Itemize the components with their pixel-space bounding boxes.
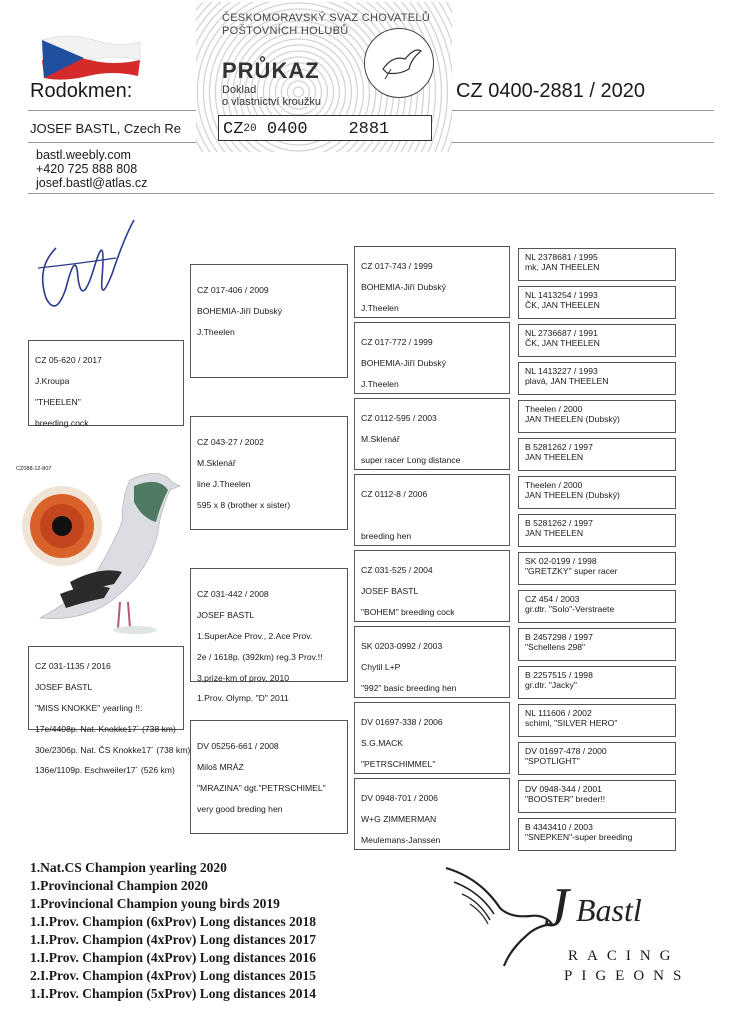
- certificate-seal-icon: [364, 28, 434, 98]
- czech-flag-icon: [38, 34, 142, 78]
- photo-caption: CZ088-12-807: [16, 466, 52, 472]
- website-link[interactable]: bastl.weebly.com: [36, 148, 131, 162]
- signature-icon: [16, 208, 146, 328]
- great-grandparent-box: CZ 017-743 / 1999 BOHEMIA-Jiří Dubský J.Theelen: [354, 246, 510, 318]
- achievement-item: 1.I.Prov. Champion (4xProv) Long distances 2016: [30, 950, 317, 965]
- ancestor-box: NL 2378681 / 1995 mk, JAN THEELEN: [518, 248, 676, 281]
- ancestor-box: Theelen / 2000 JAN THEELEN (Dubský): [518, 400, 676, 433]
- great-grandparent-box: CZ 0112-595 / 2003 M.Sklenář super racer Long distance: [354, 398, 510, 470]
- great-grandparent-box: DV 0948-701 / 2006 W+G ZIMMERMAN Meulemans-Janssen: [354, 778, 510, 850]
- achievement-item: 1.Provincional Champion 2020: [30, 878, 208, 893]
- breeder-name: JOSEF BASTL, Czech Re: [30, 121, 181, 136]
- ring-number-title: CZ 0400-2881 / 2020: [456, 80, 646, 102]
- parent-sire-box: CZ 05-620 / 2017 J.Kroupa "THEELEN" breeding cock: [28, 340, 184, 426]
- ancestor-box: NL 1413227 / 1993 plavá, JAN THEELEN: [518, 362, 676, 395]
- ancestor-box: B 5281262 / 1997 JAN THEELEN: [518, 438, 676, 471]
- bastl-logo: [440, 858, 710, 998]
- great-grandparent-box: SK 0203-0992 / 2003 Chytil L+P "992" basic breeding hen: [354, 626, 510, 698]
- achievement-item: 2.I.Prov. Champion (4xProv) Long distances 2015: [30, 968, 317, 983]
- ancestor-box: B 4343410 / 2003 "SNEPKEN"-super breeding: [518, 818, 676, 851]
- logo-initial: J: [544, 877, 569, 939]
- great-grandparent-box: CZ 0112-8 / 2006 breeding hen: [354, 474, 510, 546]
- grandparent-box: DV 05256-661 / 2008 Miloš MRÁZ "MRAZINA" dgt."PETRSCHIMEL" very good breding hen: [190, 720, 348, 834]
- ownership-certificate: [196, 2, 452, 152]
- certificate-org: ČESKOMORAVSKÝ SVAZ CHOVATELŮ POŠTOVNÍCH HOLUBŮ: [222, 12, 431, 37]
- ancestor-box: CZ 454 / 2003 gr.dtr. "Solo"-Verstraete: [518, 590, 676, 623]
- email-link[interactable]: josef.bastl@atlas.cz: [36, 176, 148, 190]
- header-divider-right: [452, 110, 714, 111]
- ancestor-box: SK 02-0199 / 1998 "GRETZKY" super racer: [518, 552, 676, 585]
- achievement-item: 1.Nat.CS Champion yearling 2020: [30, 860, 227, 875]
- ancestor-box: NL 1413254 / 1993 ČK, JAN THEELEN: [518, 286, 676, 319]
- ancestor-box: NL 2736687 / 1991 ČK, JAN THEELEN: [518, 324, 676, 357]
- ancestor-box: DV 0948-344 / 2001 "BOOSTER" breder!!: [518, 780, 676, 813]
- ancestor-box: Theelen / 2000 JAN THEELEN (Dubský): [518, 476, 676, 509]
- ancestor-box: B 2257515 / 1998 gr.dtr. "Jacky": [518, 666, 676, 699]
- great-grandparent-box: CZ 031-525 / 2004 JOSEF BASTL "BOHEM" breeding cock: [354, 550, 510, 622]
- ancestor-box: NL 111606 / 2002 schiml, "SILVER HERO": [518, 704, 676, 737]
- grandparent-box: CZ 031-442 / 2008 JOSEF BASTL 1.SuperAce Prov., 2.Ace Prov. 2e / 1618p. (392km) reg.3 Prov.!! 3.prize-km of prov. 2010 1.Prov. Olymp. "D" 2011: [190, 568, 348, 682]
- header-divider: [28, 110, 198, 111]
- pigeon-photo: [10, 462, 200, 642]
- logo-line1: RACING: [568, 948, 680, 964]
- contact-block: [36, 148, 147, 190]
- certificate-title: PRŮKAZ: [222, 58, 320, 83]
- ancestor-box: DV 01697-478 / 2000 "SPOTLIGHT": [518, 742, 676, 775]
- ancestor-box: B 5281262 / 1997 JAN THEELEN: [518, 514, 676, 547]
- subject-box: CZ 031-1135 / 2016 JOSEF BASTL "MISS KNOKKE" yearling !!: 17e/4408p. Nat. Knokke17´ (738 km) 30e/2306p. Nat. ČS Knokke17´ (738 km) 136e/1109p. Eschweiler17´ (526 km): [28, 646, 184, 730]
- contact-divider: [28, 193, 714, 194]
- grandparent-box: CZ 043-27 / 2002 M.Sklenář line J.Theelen 595 x 8 (brother x sister): [190, 416, 348, 530]
- achievement-item: 1.I.Prov. Champion (6xProv) Long distances 2018: [30, 914, 317, 929]
- logo-line2: PIGEONS: [564, 968, 691, 984]
- certificate-ring-field: CZ20 0400 2881: [218, 115, 432, 141]
- logo-name: Bastl: [576, 892, 642, 928]
- grandparent-box: CZ 017-406 / 2009 BOHEMIA-Jiří Dubský J.Theelen: [190, 264, 348, 378]
- phone-number: +420 725 888 808: [36, 162, 138, 176]
- great-grandparent-box: CZ 017-772 / 1999 BOHEMIA-Jiří Dubský J.Theelen: [354, 322, 510, 394]
- great-grandparent-box: DV 01697-338 / 2006 S.G.MACK "PETRSCHIMMEL": [354, 702, 510, 774]
- achievement-item: 1.I.Prov. Champion (5xProv) Long distances 2014: [30, 986, 317, 1001]
- certificate-subtitle: Doklad o vlastnictví kroužku: [222, 84, 322, 108]
- achievement-item: 1.Provincional Champion young birds 2019: [30, 896, 280, 911]
- page-title: Rodokmen:: [30, 80, 133, 102]
- achievement-item: 1.I.Prov. Champion (4xProv) Long distances 2017: [30, 932, 317, 947]
- ancestor-box: B 2457298 / 1997 "Schellens 298": [518, 628, 676, 661]
